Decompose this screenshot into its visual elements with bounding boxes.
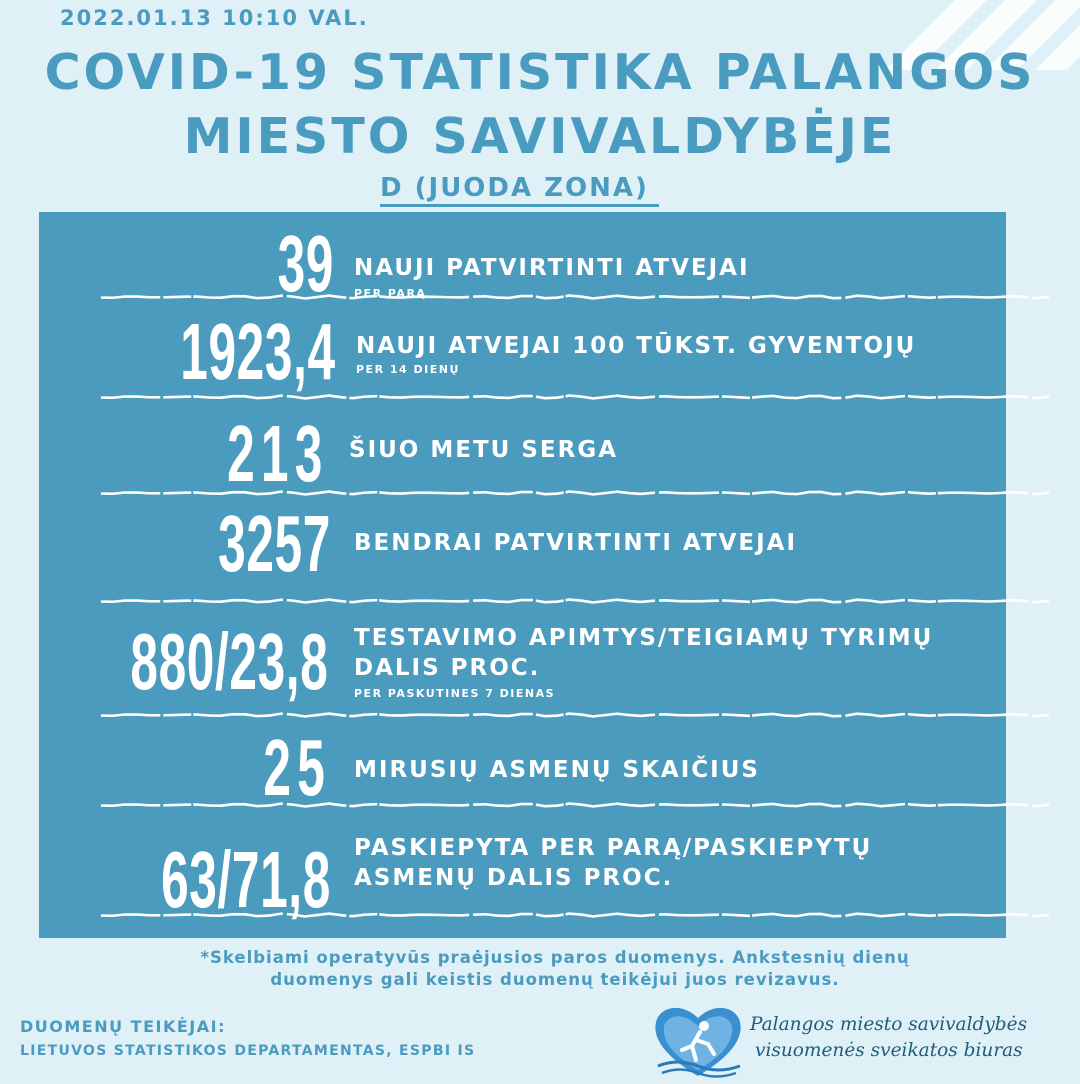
stat-value: 213 — [226, 409, 328, 498]
footnote — [140, 947, 970, 991]
page-title-line2: MIESTO SAVIVALDYBĖJE — [183, 108, 897, 165]
providers-heading: DUOMENŲ TEIKĖJAI: — [20, 1017, 226, 1036]
timestamp: 2022.01.13 10:10 VAL. — [60, 6, 369, 30]
stats-panel — [39, 212, 1006, 938]
rough-divider — [101, 912, 1051, 918]
rough-divider — [101, 712, 1051, 718]
stat-label: DALIS PROC. — [354, 655, 541, 681]
page-title-line1: COVID-19 STATISTIKA PALANGOS — [44, 44, 1036, 101]
stat-label: BENDRAI PATVIRTINTI ATVEJAI — [354, 530, 798, 556]
stat-value: 3257 — [218, 499, 331, 588]
stat-row-total-cases — [39, 499, 1006, 588]
stat-value: 39 — [277, 219, 334, 308]
rough-divider — [101, 490, 1051, 496]
stat-value: 63/71,8 — [161, 835, 331, 924]
stat-row-vaccination — [39, 820, 1006, 924]
stat-label: PASKIEPYTA PER PARĄ/PASKIEPYTŲ — [354, 835, 873, 861]
stat-label: TESTAVIMO APIMTYS/TEIGIAMŲ TYRIMŲ — [354, 625, 934, 651]
organization-name-line2: visuomenės sveikatos biuras — [755, 1040, 1023, 1061]
stat-row-testing — [39, 610, 1006, 710]
zone-level: D (JUODA ZONA) — [380, 172, 659, 207]
stat-sublabel: PER PARĄ — [354, 287, 427, 300]
stat-sublabel: PER 14 DIENŲ — [356, 363, 460, 376]
stat-sublabel: PER PASKUTINES 7 DIENAS — [354, 687, 556, 700]
stat-row-currently-ill — [39, 409, 1006, 498]
stat-value: 1923,4 — [180, 307, 336, 396]
stat-label: ASMENŲ DALIS PROC. — [354, 865, 674, 891]
rough-divider — [101, 394, 1051, 400]
rough-divider — [101, 802, 1051, 808]
stat-value: 25 — [263, 723, 331, 812]
stat-label: ŠIUO METU SERGA — [349, 437, 618, 463]
stat-value: 880/23,8 — [129, 617, 328, 706]
providers-text: LIETUVOS STATISTIKOS DEPARTAMENTAS, ESPBI IS — [20, 1043, 476, 1059]
footnote-line1: *Skelbiami operatyvūs praėjusios paros duomenys. Ankstesnių dienų — [200, 948, 910, 967]
stat-row-deaths — [39, 723, 1006, 812]
footnote-line2: duomenys gali keistis duomenų teikėjui juos revizavus. — [270, 970, 840, 989]
rough-divider — [101, 294, 1051, 300]
stat-row-new-cases — [39, 219, 1006, 308]
stat-label: NAUJI ATVEJAI 100 TŪKST. GYVENTOJŲ — [356, 333, 917, 359]
stat-label: MIRUSIŲ ASMENŲ SKAIČIUS — [354, 757, 760, 783]
stat-label: NAUJI PATVIRTINTI ATVEJAI — [354, 255, 750, 281]
organization-name-line1: Palangos miesto savivaldybės — [750, 1014, 1028, 1035]
rough-divider — [101, 598, 1051, 604]
heart-runner-logo-icon — [648, 1000, 748, 1080]
stat-row-incidence — [39, 307, 1006, 396]
